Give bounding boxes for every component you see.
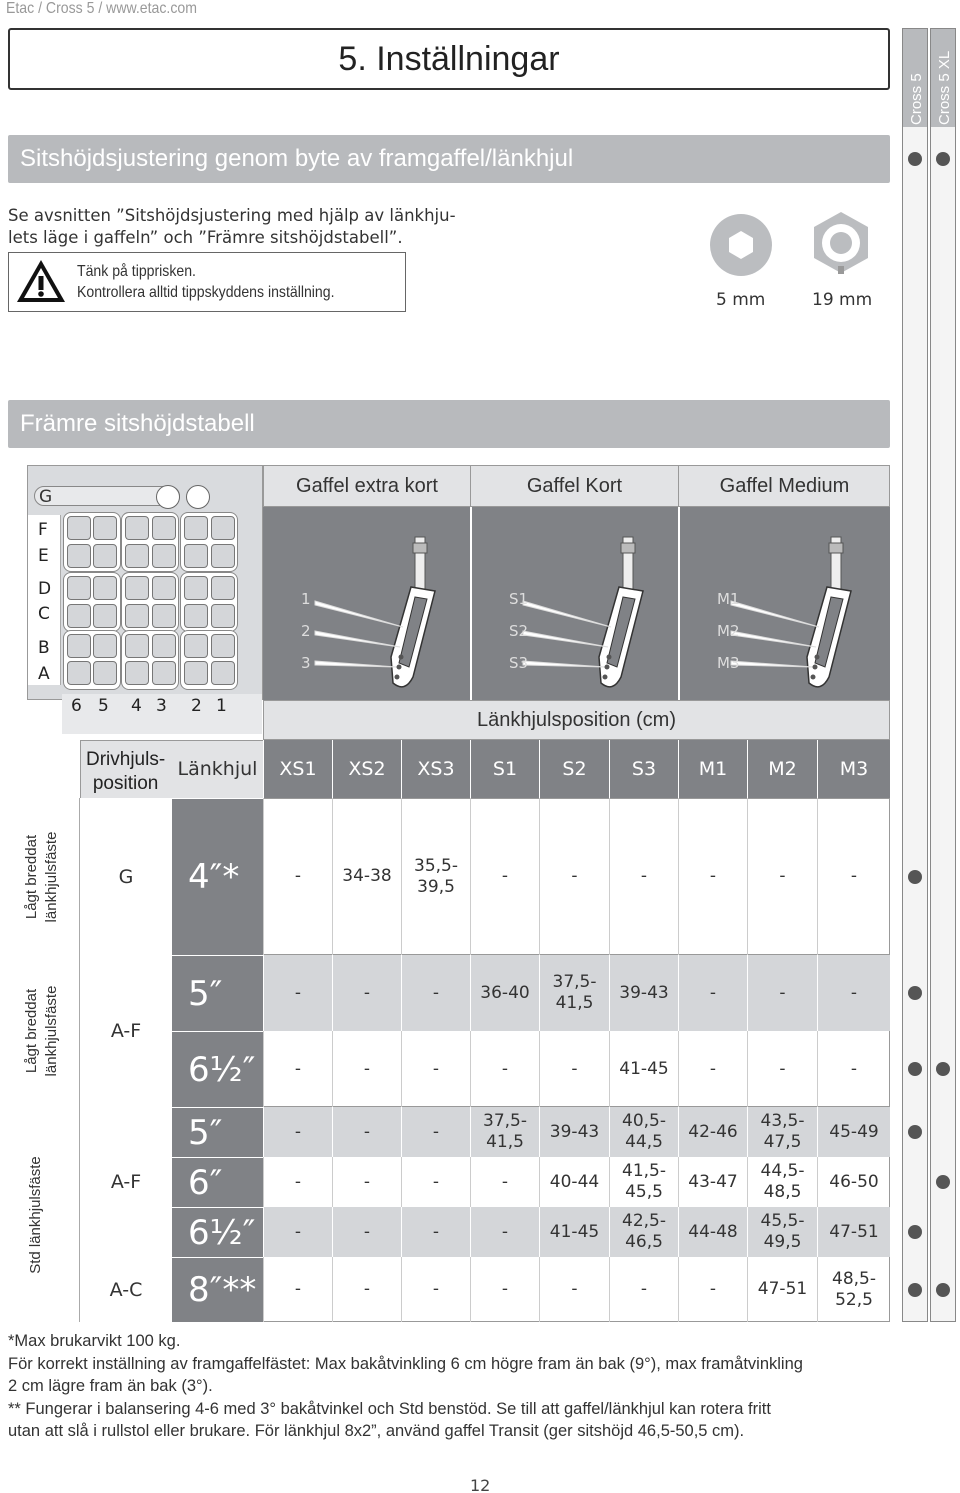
position-hole: [67, 661, 91, 685]
value-cell: -: [539, 1257, 609, 1322]
fork-position-label: 2: [301, 622, 311, 640]
value-cell: -: [470, 1207, 539, 1257]
value-cell: 36-40: [470, 955, 539, 1031]
value-cell: -: [332, 955, 401, 1031]
position-hole: [125, 576, 149, 600]
side-tab-cross5xl: Cross 5 XL: [936, 50, 953, 125]
value-cell: -: [470, 798, 539, 955]
value-cell: 44-48: [678, 1207, 747, 1257]
drive-header-text: Drivhjuls- position: [86, 749, 166, 794]
page-title: 5. Inställningar: [338, 39, 560, 78]
value-cell: -: [263, 1157, 332, 1207]
value-cell: -: [332, 1157, 401, 1207]
position-hole: [152, 544, 176, 568]
applicability-dot: [908, 152, 922, 166]
applicability-dot: [936, 1283, 950, 1297]
value-cell: 41,5- 45,5: [609, 1157, 678, 1207]
fork-position-label: 1: [301, 590, 311, 608]
value-cell: -: [263, 1031, 332, 1107]
column-header-xs2: XS2: [332, 740, 401, 798]
fork-icon: [263, 507, 471, 700]
position-hole: [67, 516, 91, 540]
page-title-box: [8, 28, 890, 90]
value-cell: -: [470, 1157, 539, 1207]
value-cell: -: [609, 1257, 678, 1322]
wheel-size: 6″: [172, 1157, 263, 1207]
wheel-size: 6½″: [172, 1207, 263, 1257]
value-cell: 41-45: [539, 1207, 609, 1257]
value-cell: 37,5- 41,5: [539, 955, 609, 1031]
position-hole: [211, 576, 235, 600]
position-hole: [93, 544, 117, 568]
value-cell: -: [332, 1031, 401, 1107]
value-cell: 47-51: [747, 1257, 817, 1322]
linkwheel-position-header: Länkhjulsposition (cm): [263, 700, 890, 740]
position-hole: [211, 604, 235, 628]
value-cell: -: [817, 955, 890, 1031]
applicability-dot: [908, 986, 922, 1000]
value-cell: 34-38: [332, 798, 401, 955]
value-cell: 45,5- 49,5: [747, 1207, 817, 1257]
column-header-m2: M2: [747, 740, 817, 798]
value-cell: 35,5- 39,5: [401, 798, 470, 955]
value-cell: 42-46: [678, 1107, 747, 1157]
position-hole: [211, 516, 235, 540]
value-cell: -: [401, 1107, 470, 1157]
position-hole: [93, 604, 117, 628]
position-hole: [184, 661, 208, 685]
row-letter-A: A: [38, 664, 50, 684]
col-num-1: 1: [216, 696, 227, 716]
position-hole: [93, 661, 117, 685]
position-hole: [67, 634, 91, 658]
value-cell: -: [539, 798, 609, 955]
row-letter-D: D: [38, 579, 52, 599]
wheel-size: 6½″: [172, 1031, 263, 1107]
applicability-dot: [908, 870, 922, 884]
row-letter-C: C: [38, 604, 50, 624]
footnotes: *Max brukarvikt 100 kg. För korrekt inställning av framgaffelfästet: Max bakåtvinkling 6 cm högre fram än bak (9°), max framåtvinkling 2 cm lägre fram än bak (3°). ** Fungerar i balansering 4-6 med 3° bakåtvinkel och Std benstöd. Se till att gaffel/länkhjul kan rotera fritt utan att slå i rullstol eller brukare. För länkhjul 8x2”, använd gaffel Transit (ger sitshöjd 46,5-50,5 cm).: [8, 1332, 803, 1440]
value-cell: -: [332, 1257, 401, 1322]
position-hole: [152, 604, 176, 628]
position-hole: [152, 516, 176, 540]
position-hole: [93, 516, 117, 540]
value-cell: 47-51: [817, 1207, 890, 1257]
value-cell: 48,5- 52,5: [817, 1257, 890, 1322]
value-cell: 43,5- 47,5: [747, 1107, 817, 1157]
column-header-m1: M1: [678, 740, 747, 798]
column-header-xs1: XS1: [263, 740, 332, 798]
value-cell: -: [539, 1031, 609, 1107]
letter-column: [28, 515, 61, 685]
position-hole: [184, 604, 208, 628]
position-hole: [67, 544, 91, 568]
drive-position: G: [118, 865, 134, 888]
value-cell: -: [401, 1207, 470, 1257]
value-cell: 44,5- 48,5: [747, 1157, 817, 1207]
column-header-s1: S1: [470, 740, 539, 798]
group-label: [22, 961, 62, 1101]
value-cell: 43-47: [678, 1157, 747, 1207]
value-cell: -: [747, 798, 817, 955]
fork-position-label: 3: [301, 654, 311, 672]
page-number: 12: [470, 1476, 491, 1493]
value-cell: -: [263, 955, 332, 1031]
column-header-s2: S2: [539, 740, 609, 798]
value-cell: -: [678, 798, 747, 955]
value-cell: -: [609, 798, 678, 955]
fork-position-label: S2: [509, 622, 529, 640]
group-label-line: Std länkhjulsfäste: [27, 1155, 44, 1274]
value-cell: -: [263, 798, 332, 955]
value-cell: -: [747, 955, 817, 1031]
intro-text: Se avsnitten ”Sitshöjdsjustering med hjälp av länkhju- lets läge i gaffeln” och ”Främre sitshöjdstabell”.: [8, 206, 456, 247]
value-cell: 45-49: [817, 1107, 890, 1157]
value-cell: -: [263, 1207, 332, 1257]
value-cell: -: [470, 1031, 539, 1107]
value-cell: -: [401, 1257, 470, 1322]
wheel-header: Länkhjul: [172, 740, 263, 798]
wheel-size: 5″: [172, 1107, 263, 1157]
fork-position-label: S3: [509, 654, 529, 672]
value-cell: 39-43: [609, 955, 678, 1031]
applicability-dot: [908, 1125, 922, 1139]
fork-position-label: M2: [717, 622, 740, 640]
fork-header-kort: Gaffel Kort: [526, 474, 623, 497]
fork-position-label: S1: [509, 590, 529, 608]
applicability-dot: [908, 1062, 922, 1076]
g-label: G: [39, 487, 53, 507]
group-label-line: länkhjulsfäste: [43, 831, 60, 922]
side-tab-cross5: Cross 5: [908, 73, 925, 125]
wheel-size: 4″*: [172, 798, 263, 955]
tool-label-19mm: 19 mm: [812, 290, 873, 310]
value-cell: -: [401, 955, 470, 1031]
group-label-line: Lågt breddat: [23, 834, 40, 919]
position-hole: [67, 604, 91, 628]
applicability-dot: [936, 152, 950, 166]
col-num-3: 3: [156, 696, 167, 716]
position-hole: [211, 544, 235, 568]
value-cell: 39-43: [539, 1107, 609, 1157]
value-cell: -: [678, 1257, 747, 1322]
position-hole: [125, 544, 149, 568]
value-cell: 40,5- 44,5: [609, 1107, 678, 1157]
value-cell: 42,5- 46,5: [609, 1207, 678, 1257]
value-cell: -: [332, 1207, 401, 1257]
value-cell: -: [263, 1107, 332, 1157]
drive-position: A-F: [110, 1171, 142, 1193]
fork-position-label: M3: [717, 654, 740, 672]
g-circle: [186, 485, 210, 509]
side-column-cross5xl: [930, 28, 956, 1322]
value-cell: -: [817, 1031, 890, 1107]
column-header-m3: M3: [817, 740, 890, 798]
value-cell: -: [678, 955, 747, 1031]
group-label-line: länkhjulsfäste: [43, 985, 60, 1077]
drive-position: A-C: [109, 1278, 143, 1301]
col-num-6: 6: [71, 696, 82, 716]
column-header-s3: S3: [609, 740, 678, 798]
group-label: [26, 1145, 46, 1285]
value-cell: -: [263, 1257, 332, 1322]
value-cell: -: [401, 1157, 470, 1207]
position-hole: [184, 544, 208, 568]
wrench-19-icon: [808, 210, 874, 276]
col-num-2: 2: [191, 696, 202, 716]
hex-key-icon: [708, 212, 774, 278]
value-cell: -: [332, 1107, 401, 1157]
position-hole: [67, 576, 91, 600]
warning-box: [8, 252, 406, 312]
value-cell: -: [747, 1031, 817, 1107]
position-hole: [125, 604, 149, 628]
value-cell: 46-50: [817, 1157, 890, 1207]
value-cell: -: [678, 1031, 747, 1107]
position-hole: [152, 634, 176, 658]
value-cell: 37,5- 41,5: [470, 1107, 539, 1157]
fork-header-medium: Gaffel Medium: [719, 474, 850, 497]
row-letter-F: F: [38, 520, 48, 540]
value-cell: -: [401, 1031, 470, 1107]
fork-header-extra-kort: Gaffel extra kort: [296, 474, 438, 497]
position-hole: [152, 576, 176, 600]
group-label-line: Lågt breddat: [23, 988, 40, 1074]
fork-icon: [471, 507, 679, 700]
section-header-tabell: Främre sitshöjdstabell: [8, 400, 890, 448]
wheel-size: 5″: [172, 955, 263, 1031]
fork-position-label: M1: [717, 590, 740, 608]
position-hole: [211, 661, 235, 685]
fork-icon: [679, 507, 887, 700]
applicability-dot: [936, 1062, 950, 1076]
applicability-dot: [936, 1175, 950, 1189]
g-circle: [156, 485, 180, 509]
frame-diagram: [27, 465, 263, 700]
warning-text: Tänk på tipprisken. Kontrollera alltid tippskyddens inställning.: [77, 263, 335, 301]
value-cell: -: [817, 798, 890, 955]
tool-label-5mm: 5 mm: [716, 290, 766, 310]
position-hole: [93, 634, 117, 658]
position-hole: [152, 661, 176, 685]
position-hole: [125, 516, 149, 540]
warning-triangle-icon: [15, 257, 67, 305]
row-letter-E: E: [38, 546, 49, 566]
position-hole: [184, 576, 208, 600]
position-hole: [211, 634, 235, 658]
value-cell: 40-44: [539, 1157, 609, 1207]
applicability-dot: [908, 1283, 922, 1297]
position-hole: [93, 576, 117, 600]
column-header-xs3: XS3: [401, 740, 470, 798]
position-hole: [184, 634, 208, 658]
applicability-dot: [908, 1225, 922, 1239]
group-label: [22, 807, 62, 947]
col-num-5: 5: [98, 696, 109, 716]
drive-position: A-F: [110, 1020, 142, 1042]
value-cell: -: [470, 1257, 539, 1322]
section-header-sitshojd: Sitshöjdsjustering genom byte av framgaffel/länkhjul: [8, 135, 890, 183]
value-cell: 41-45: [609, 1031, 678, 1107]
position-hole: [125, 634, 149, 658]
col-num-4: 4: [131, 696, 142, 716]
row-letter-B: B: [38, 638, 50, 658]
position-hole: [125, 661, 149, 685]
position-hole: [184, 516, 208, 540]
wheel-size: 8″**: [172, 1257, 263, 1322]
breadcrumb: Etac / Cross 5 / www.etac.com: [6, 0, 197, 17]
